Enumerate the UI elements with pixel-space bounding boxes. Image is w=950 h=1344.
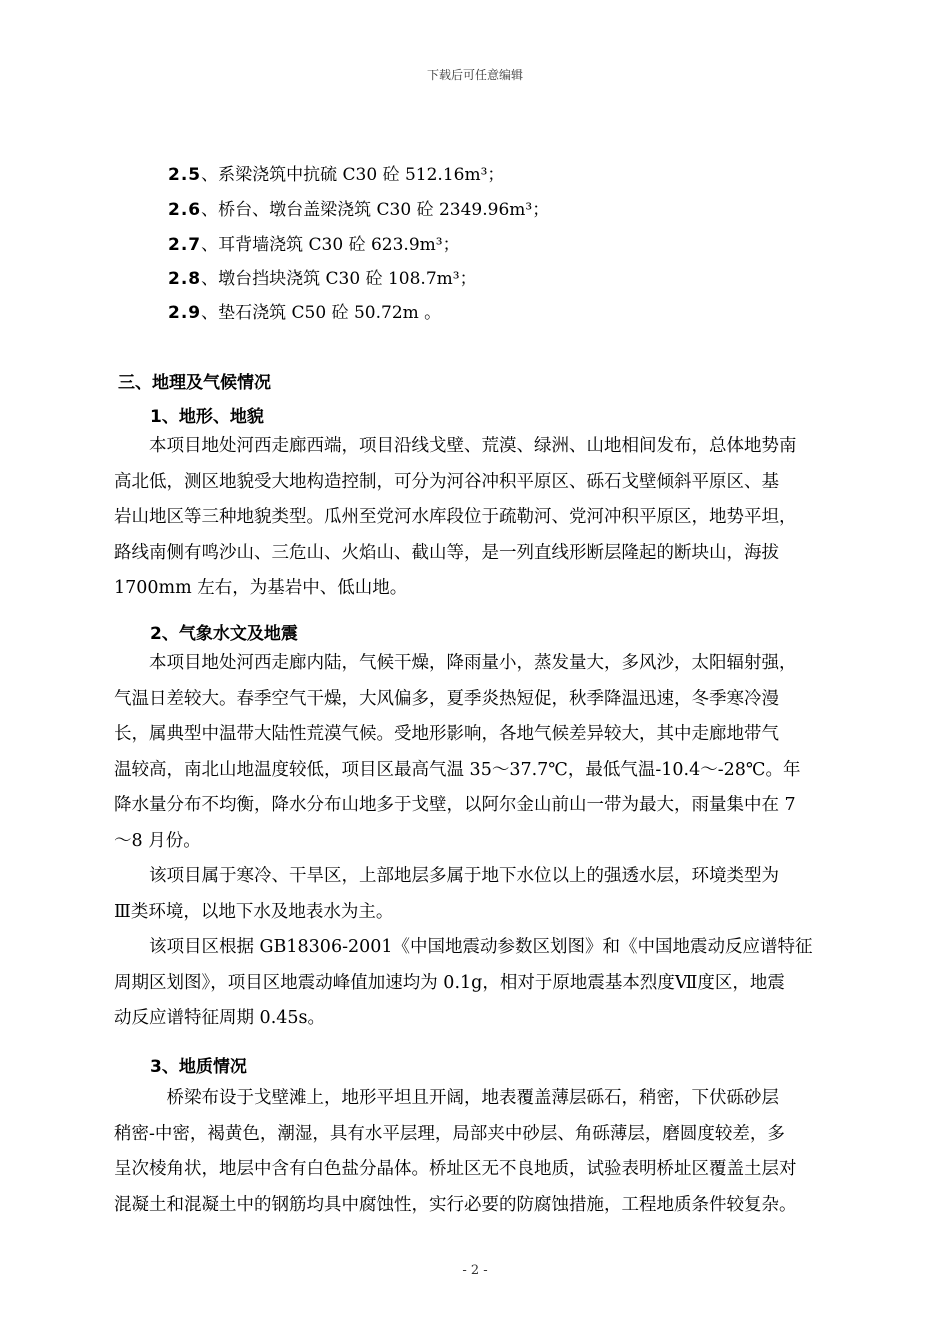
item-number: 2.5 (168, 165, 202, 185)
list-item (168, 160, 504, 185)
text-line: ～8 月份。 (114, 830, 201, 851)
text-line: 桥梁布设于戈壁滩上，地形平坦且开阔，地表覆盖薄层砾石，稍密，下伏砾砂层 (114, 1088, 779, 1108)
text-line: Ⅲ类环境，以地下水及地表水为主。 (114, 901, 394, 922)
page-header: 下载后可任意编辑 (426, 68, 523, 82)
text-line: 本项目地处河西走廊西端，项目沿线戈壁、荒漠、绿洲、山地相间发布，总体地势南 (114, 436, 797, 456)
text-line: 该项目区根据 GB18306-2001《中国地震动参数区划图》和《中国地震动反应谱特征 (114, 937, 813, 957)
list-item (168, 195, 549, 220)
text-line: 高北低，测区地貌受大地构造控制，可分为河谷冲积平原区、砾石戈壁倾斜平原区、基 (114, 471, 779, 492)
item-number: 2.9 (168, 303, 202, 323)
item-number: 2.7 (168, 235, 202, 255)
paragraph-geology (114, 1081, 858, 1223)
list-item (168, 230, 460, 255)
item-number: 2.8 (168, 269, 202, 289)
text-line: 降水量分布不均衡，降水分布山地多于戈壁，以阿尔金山前山一带为最大，雨量集中在 7 (114, 795, 796, 815)
subsection-heading: 2、气象水文及地震 (150, 624, 298, 644)
paragraph-climate (114, 646, 858, 1037)
section-heading: 三、地理及气候情况 (118, 373, 271, 393)
text-line: 温较高，南北山地温度较低，项目区最高气温 35～37.7℃，最低气温-10.4～-28℃。年 (114, 759, 801, 780)
page-number: - 2 - (462, 1263, 488, 1278)
item-text: 、墩台挡块浇筑 C30 砼 108.7m³； (201, 269, 477, 289)
item-text: 、耳背墙浇筑 C30 砼 623.9m³； (201, 235, 460, 255)
list-item (168, 298, 441, 323)
list-item (168, 264, 477, 289)
subsection-heading: 3、地质情况 (150, 1057, 247, 1077)
text-line: 周期区划图》，项目区地震动峰值加速均为 0.1g，相对于原地震基本烈度Ⅶ度区，地震 (114, 972, 785, 993)
text-line: 1700mm 左右，为基岩中、低山地。 (114, 578, 408, 598)
text-line: 长，属典型中温带大陆性荒漠气候。受地形影响，各地气候差异较大，其中走廊地带气 (114, 724, 779, 744)
text-line: 混凝土和混凝土中的钢筋均具中腐蚀性，实行必要的防腐蚀措施，工程地质条件较复杂。 (114, 1194, 797, 1215)
paragraph-terrain (114, 429, 858, 607)
text-line: 该项目属于寒冷、干旱区，上部地层多属于地下水位以上的强透水层，环境类型为 (114, 866, 779, 886)
item-text: 、桥台、墩台盖梁浇筑 C30 砼 2349.96m³； (201, 200, 550, 220)
text-line: 稍密-中密，褐黄色，潮湿，具有水平层理，局部夹中砂层、角砾薄层，磨圆度较差，多 (114, 1123, 785, 1144)
text-line: 动反应谱特征周期 0.45s。 (114, 1008, 326, 1028)
subsection-heading: 1、地形、地貌 (150, 407, 264, 427)
item-text: 、垫石浇筑 C50 砼 50.72m 。 (201, 303, 442, 323)
item-text: 、系梁浇筑中抗硫 C30 砼 512.16m³； (201, 165, 505, 185)
item-number: 2.6 (168, 200, 202, 220)
text-line: 本项目地处河西走廊内陆，气候干燥，降雨量小，蒸发量大，多风沙，太阳辐射强， (114, 653, 797, 673)
text-line: 气温日差较大。春季空气干燥，大风偏多，夏季炎热短促，秋季降温迅速，冬季寒冷漫 (114, 688, 779, 709)
text-line: 岩山地区等三种地貌类型。瓜州至党河水库段位于疏勒河、党河冲积平原区，地势平坦， (114, 507, 797, 527)
text-line: 路线南侧有鸣沙山、三危山、火焰山、截山等，是一列直线形断层隆起的断块山，海拔 (114, 542, 779, 563)
text-line: 呈次棱角状，地层中含有白色盐分晶体。桥址区无不良地质，试验表明桥址区覆盖土层对 (114, 1159, 797, 1179)
